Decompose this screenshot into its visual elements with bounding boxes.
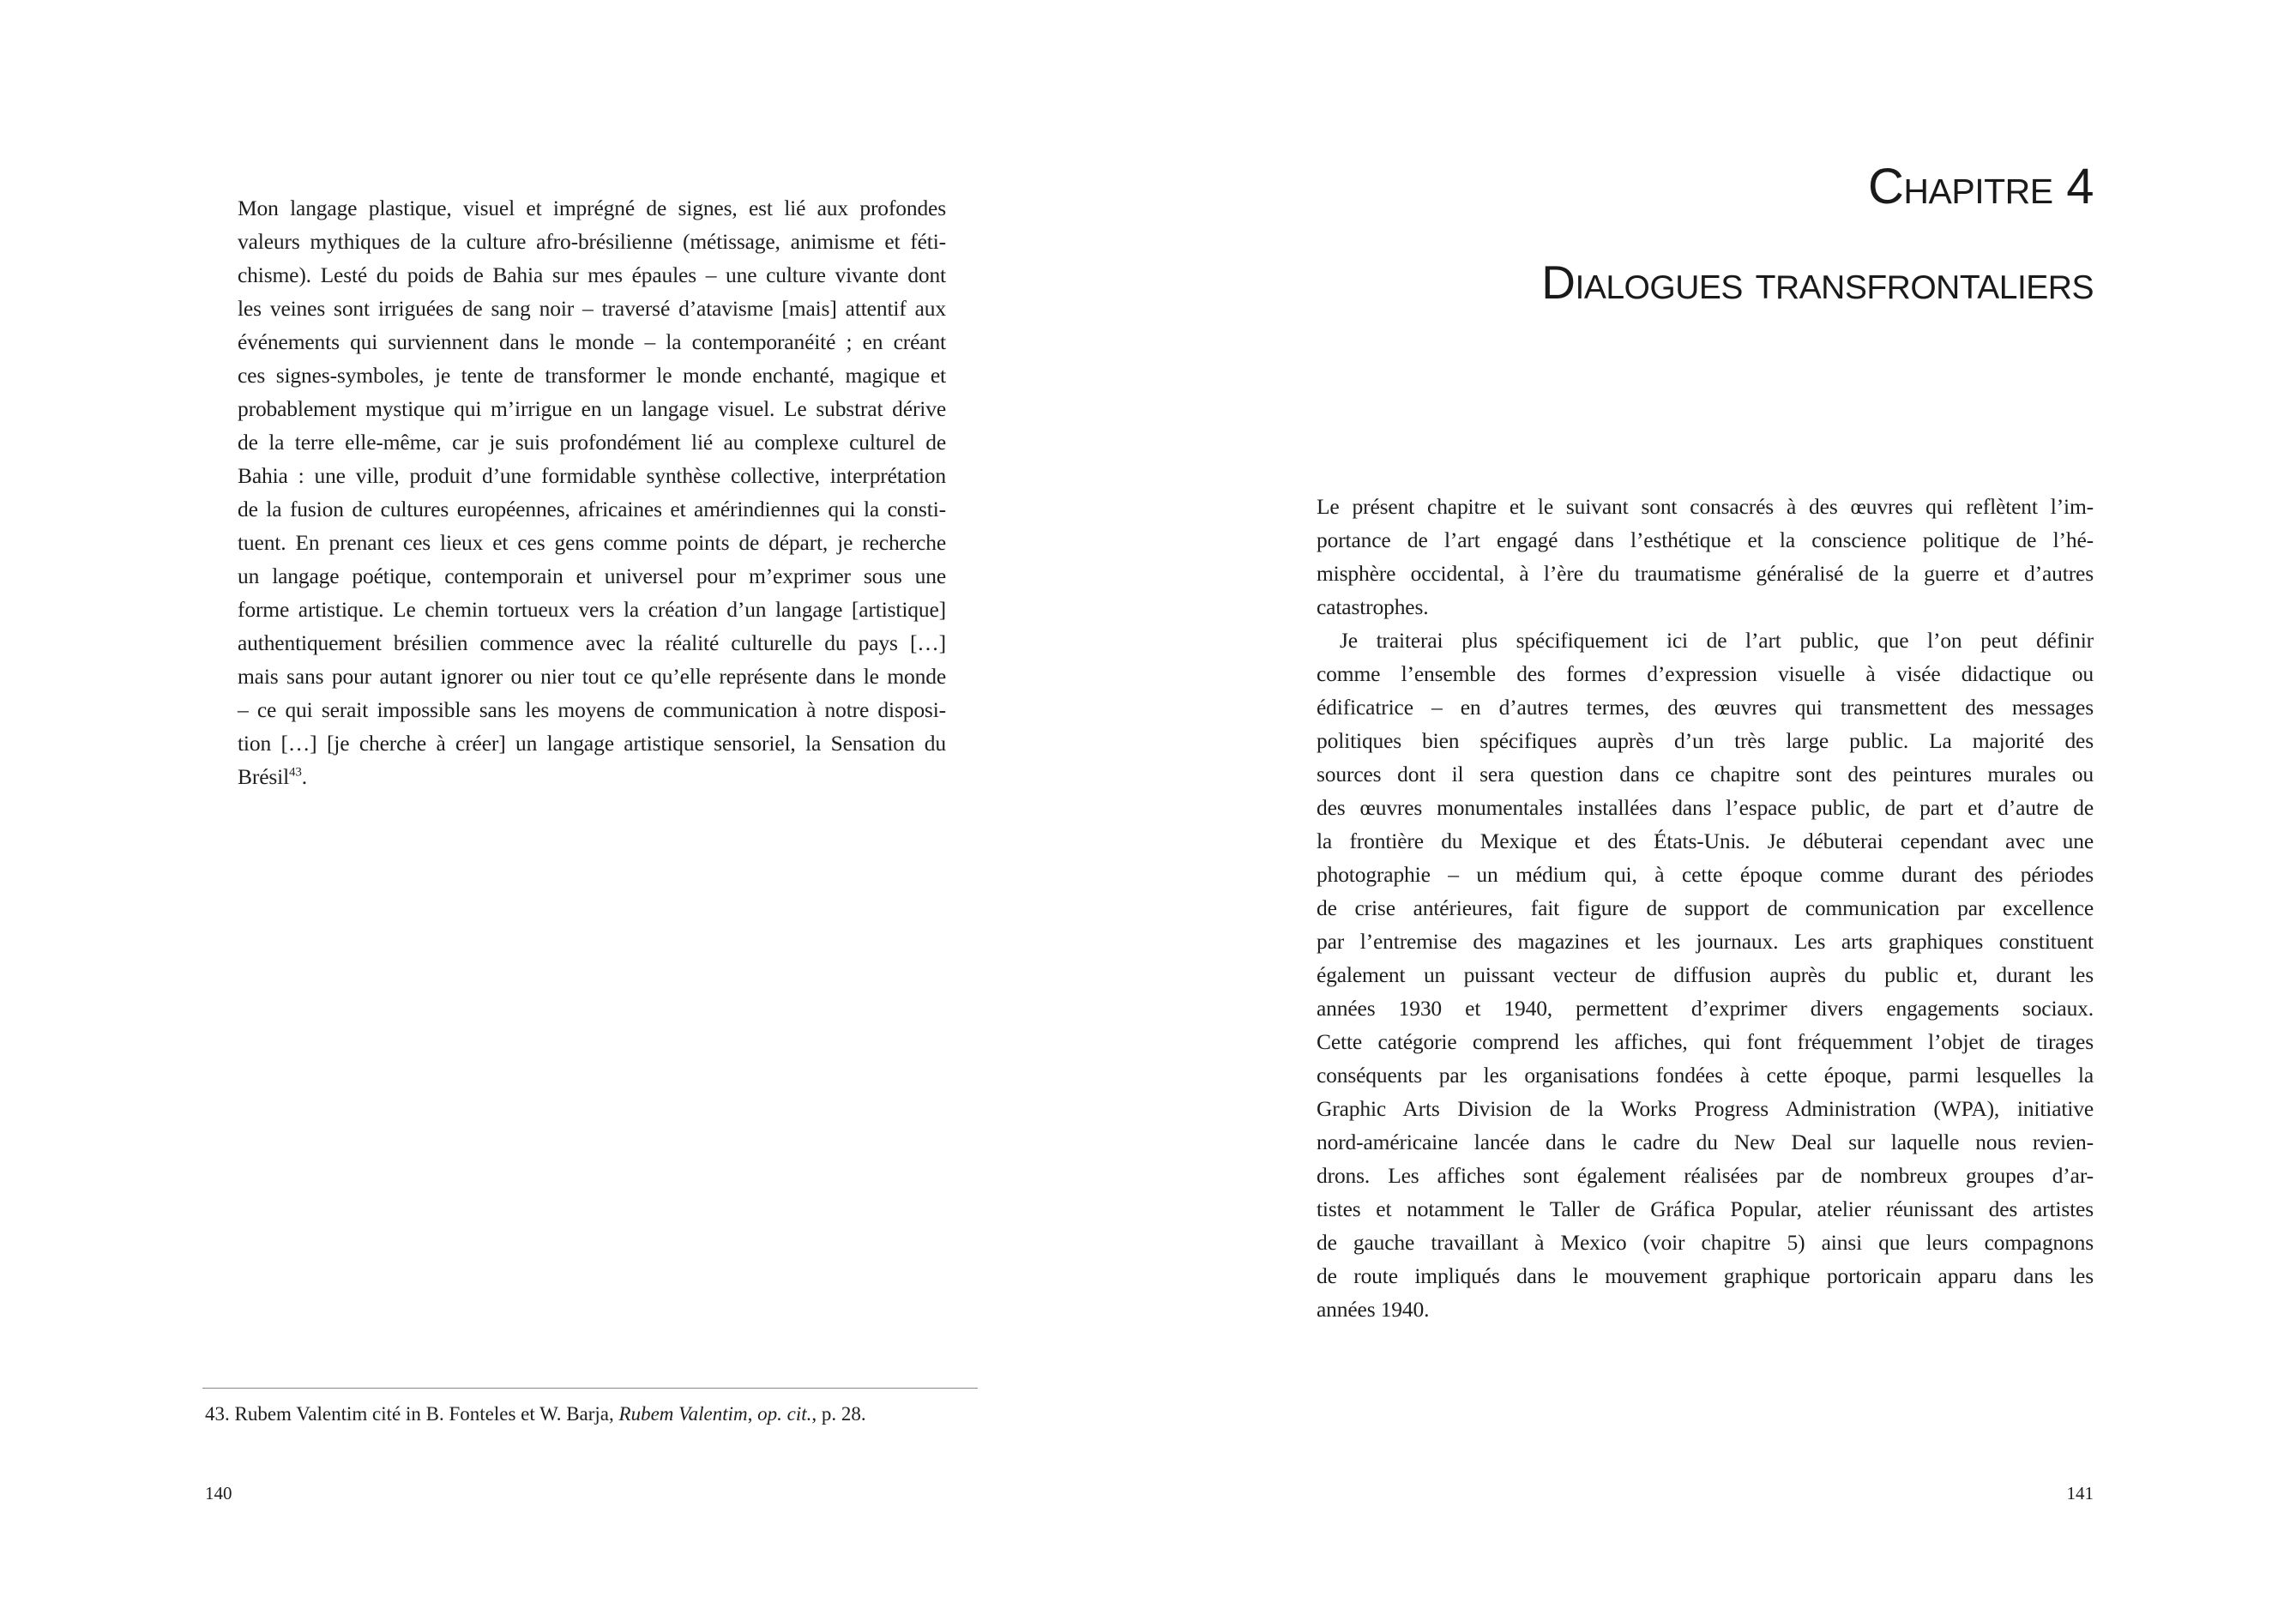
quote-line: mais sans pour autant ignorer ou nier tout ce qu’elle représente dans le monde — [238, 664, 946, 689]
body-line: tistes et notamment le Taller de Gráfica Popular, atelier réunissant des artistes — [1317, 1196, 2094, 1221]
body-line: Je traiterai plus spécifiquement ici de l’art public, que l’on peut définir — [1340, 628, 2094, 653]
body-line: conséquents par les organisations fondées à cette époque, parmi lesquelles la — [1317, 1063, 2094, 1088]
body-line: sources dont il sera question dans ce chapitre sont des peintures murales ou — [1317, 762, 2094, 786]
body-line: la frontière du Mexique et des États-Unis. Je débuterai cependant avec une — [1317, 829, 2094, 853]
chapter-label: Chapitre 4 — [1868, 159, 2094, 214]
block-quote — [238, 191, 946, 793]
body-line: photographie – un médium qui, à cette époque comme durant des périodes — [1317, 862, 2094, 887]
footnote-book-title: Rubem Valentim — [618, 1403, 748, 1425]
quote-line: un langage poétique, contemporain et universel pour m’exprimer sous une — [238, 563, 946, 588]
quote-line: tion […] [je cherche à créer] un langage artistique sensoriel, la Sensation du — [238, 731, 946, 756]
body-line: Le présent chapitre et le suivant sont consacrés à des œuvres qui reflètent l’im- — [1317, 494, 2094, 519]
body-line: des œuvres monumentales installées dans l’espace public, de part et d’autre de — [1317, 795, 2094, 820]
quote-line: Bahia : une ville, produit d’une formidable synthèse collective, interprétation — [238, 463, 946, 488]
quote-line: chisme). Lesté du poids de Bahia sur mes épaules – une culture vivante dont — [238, 262, 946, 287]
footnote-43 — [205, 1401, 866, 1427]
footnote-suffix: , p. 28. — [811, 1403, 866, 1425]
body-line: politiques bien spécifiques auprès d’un très large public. La majorité des — [1317, 728, 2094, 753]
footnote-separator: , — [747, 1403, 758, 1425]
body-line: de route impliqués dans le mouvement graphique portoricain apparu dans les — [1317, 1263, 2094, 1288]
body-line: de gauche travaillant à Mexico (voir chapitre 5) ainsi que leurs compagnons — [1317, 1230, 2094, 1255]
quote-line: de la fusion de cultures européennes, africaines et amérindiennes qui la consti- — [238, 497, 946, 521]
body-line: années 1930 et 1940, permettent d’exprimer divers engagements sociaux. — [1317, 996, 2094, 1021]
quote-line: de la terre elle-même, car je suis profondément lié au complexe culturel de — [238, 430, 946, 455]
quote-line: valeurs mythiques de la culture afro-brésilienne (métissage, animisme et féti- — [238, 229, 946, 254]
quote-line: – ce qui serait impossible sans les moyens de communication à notre disposi- — [238, 697, 946, 722]
body-line: catastrophes. — [1317, 594, 1429, 619]
footnote-prefix: 43. Rubem Valentim cité in B. Fonteles et W. Barja, — [205, 1403, 619, 1425]
quote-line: les veines sont irriguées de sang noir – traversé d’atavisme [mais] attentif aux — [238, 296, 946, 321]
body-line: par l’entremise des magazines et les journaux. Les arts graphiques constituent — [1317, 929, 2094, 954]
quote-last-word: Brésil — [238, 764, 290, 789]
chapter-body — [1317, 490, 2094, 1326]
quote-line: événements qui surviennent dans le monde – la contemporanéité ; en créant — [238, 329, 946, 354]
body-line: édificatrice – en d’autres termes, des œuvres qui transmettent des messages — [1317, 695, 2094, 720]
body-line: de crise antérieures, fait figure de support de communication par excellence — [1317, 895, 2094, 920]
body-line: drons. Les affiches sont également réalisées par de nombreux groupes d’ar- — [1317, 1163, 2094, 1188]
body-line: Cette catégorie comprend les affiches, qui font fréquemment l’objet de tirages — [1317, 1029, 2094, 1054]
quote-line: authentiquement brésilien commence avec la réalité culturelle du pays […] — [238, 630, 946, 655]
footnote-divider — [202, 1388, 978, 1389]
body-line: Graphic Arts Division de la Works Progress Administration (WPA), initiative — [1317, 1096, 2094, 1121]
quote-line: tuent. En prenant ces lieux et ces gens comme points de départ, je recherche — [238, 530, 946, 555]
chapter-title: Dialogues transfrontaliers — [1541, 256, 2094, 309]
body-line: comme l’ensemble des formes d’expression visuelle à visée didactique ou — [1317, 661, 2094, 686]
quote-tail: . — [301, 764, 307, 789]
body-line: années 1940. — [1317, 1297, 1430, 1322]
footnote-op-cit: op. cit. — [757, 1403, 812, 1425]
page-number-right: 141 — [2066, 1483, 2094, 1503]
page-number-left: 140 — [205, 1483, 232, 1503]
quote-line — [238, 760, 946, 793]
footnote-reference[interactable]: 43 — [289, 765, 302, 780]
quote-line: forme artistique. Le chemin tortueux vers la création d’un langage [artistique] — [238, 597, 946, 622]
body-line: misphère occidental, à l’ère du traumatisme généralisé de la guerre et d’autres — [1317, 561, 2094, 586]
body-line: portance de l’art engagé dans l’esthétique et la conscience politique de l’hé- — [1317, 527, 2094, 552]
quote-line: probablement mystique qui m’irrigue en un langage visuel. Le substrat dérive — [238, 396, 946, 421]
body-line: également un puissant vecteur de diffusion auprès du public et, durant les — [1317, 962, 2094, 987]
quote-line: Mon langage plastique, visuel et imprégné de signes, est lié aux profondes — [238, 196, 946, 220]
body-line: nord-américaine lancée dans le cadre du New Deal sur laquelle nous revien- — [1317, 1130, 2094, 1154]
quote-line: ces signes-symboles, je tente de transformer le monde enchanté, magique et — [238, 363, 946, 388]
